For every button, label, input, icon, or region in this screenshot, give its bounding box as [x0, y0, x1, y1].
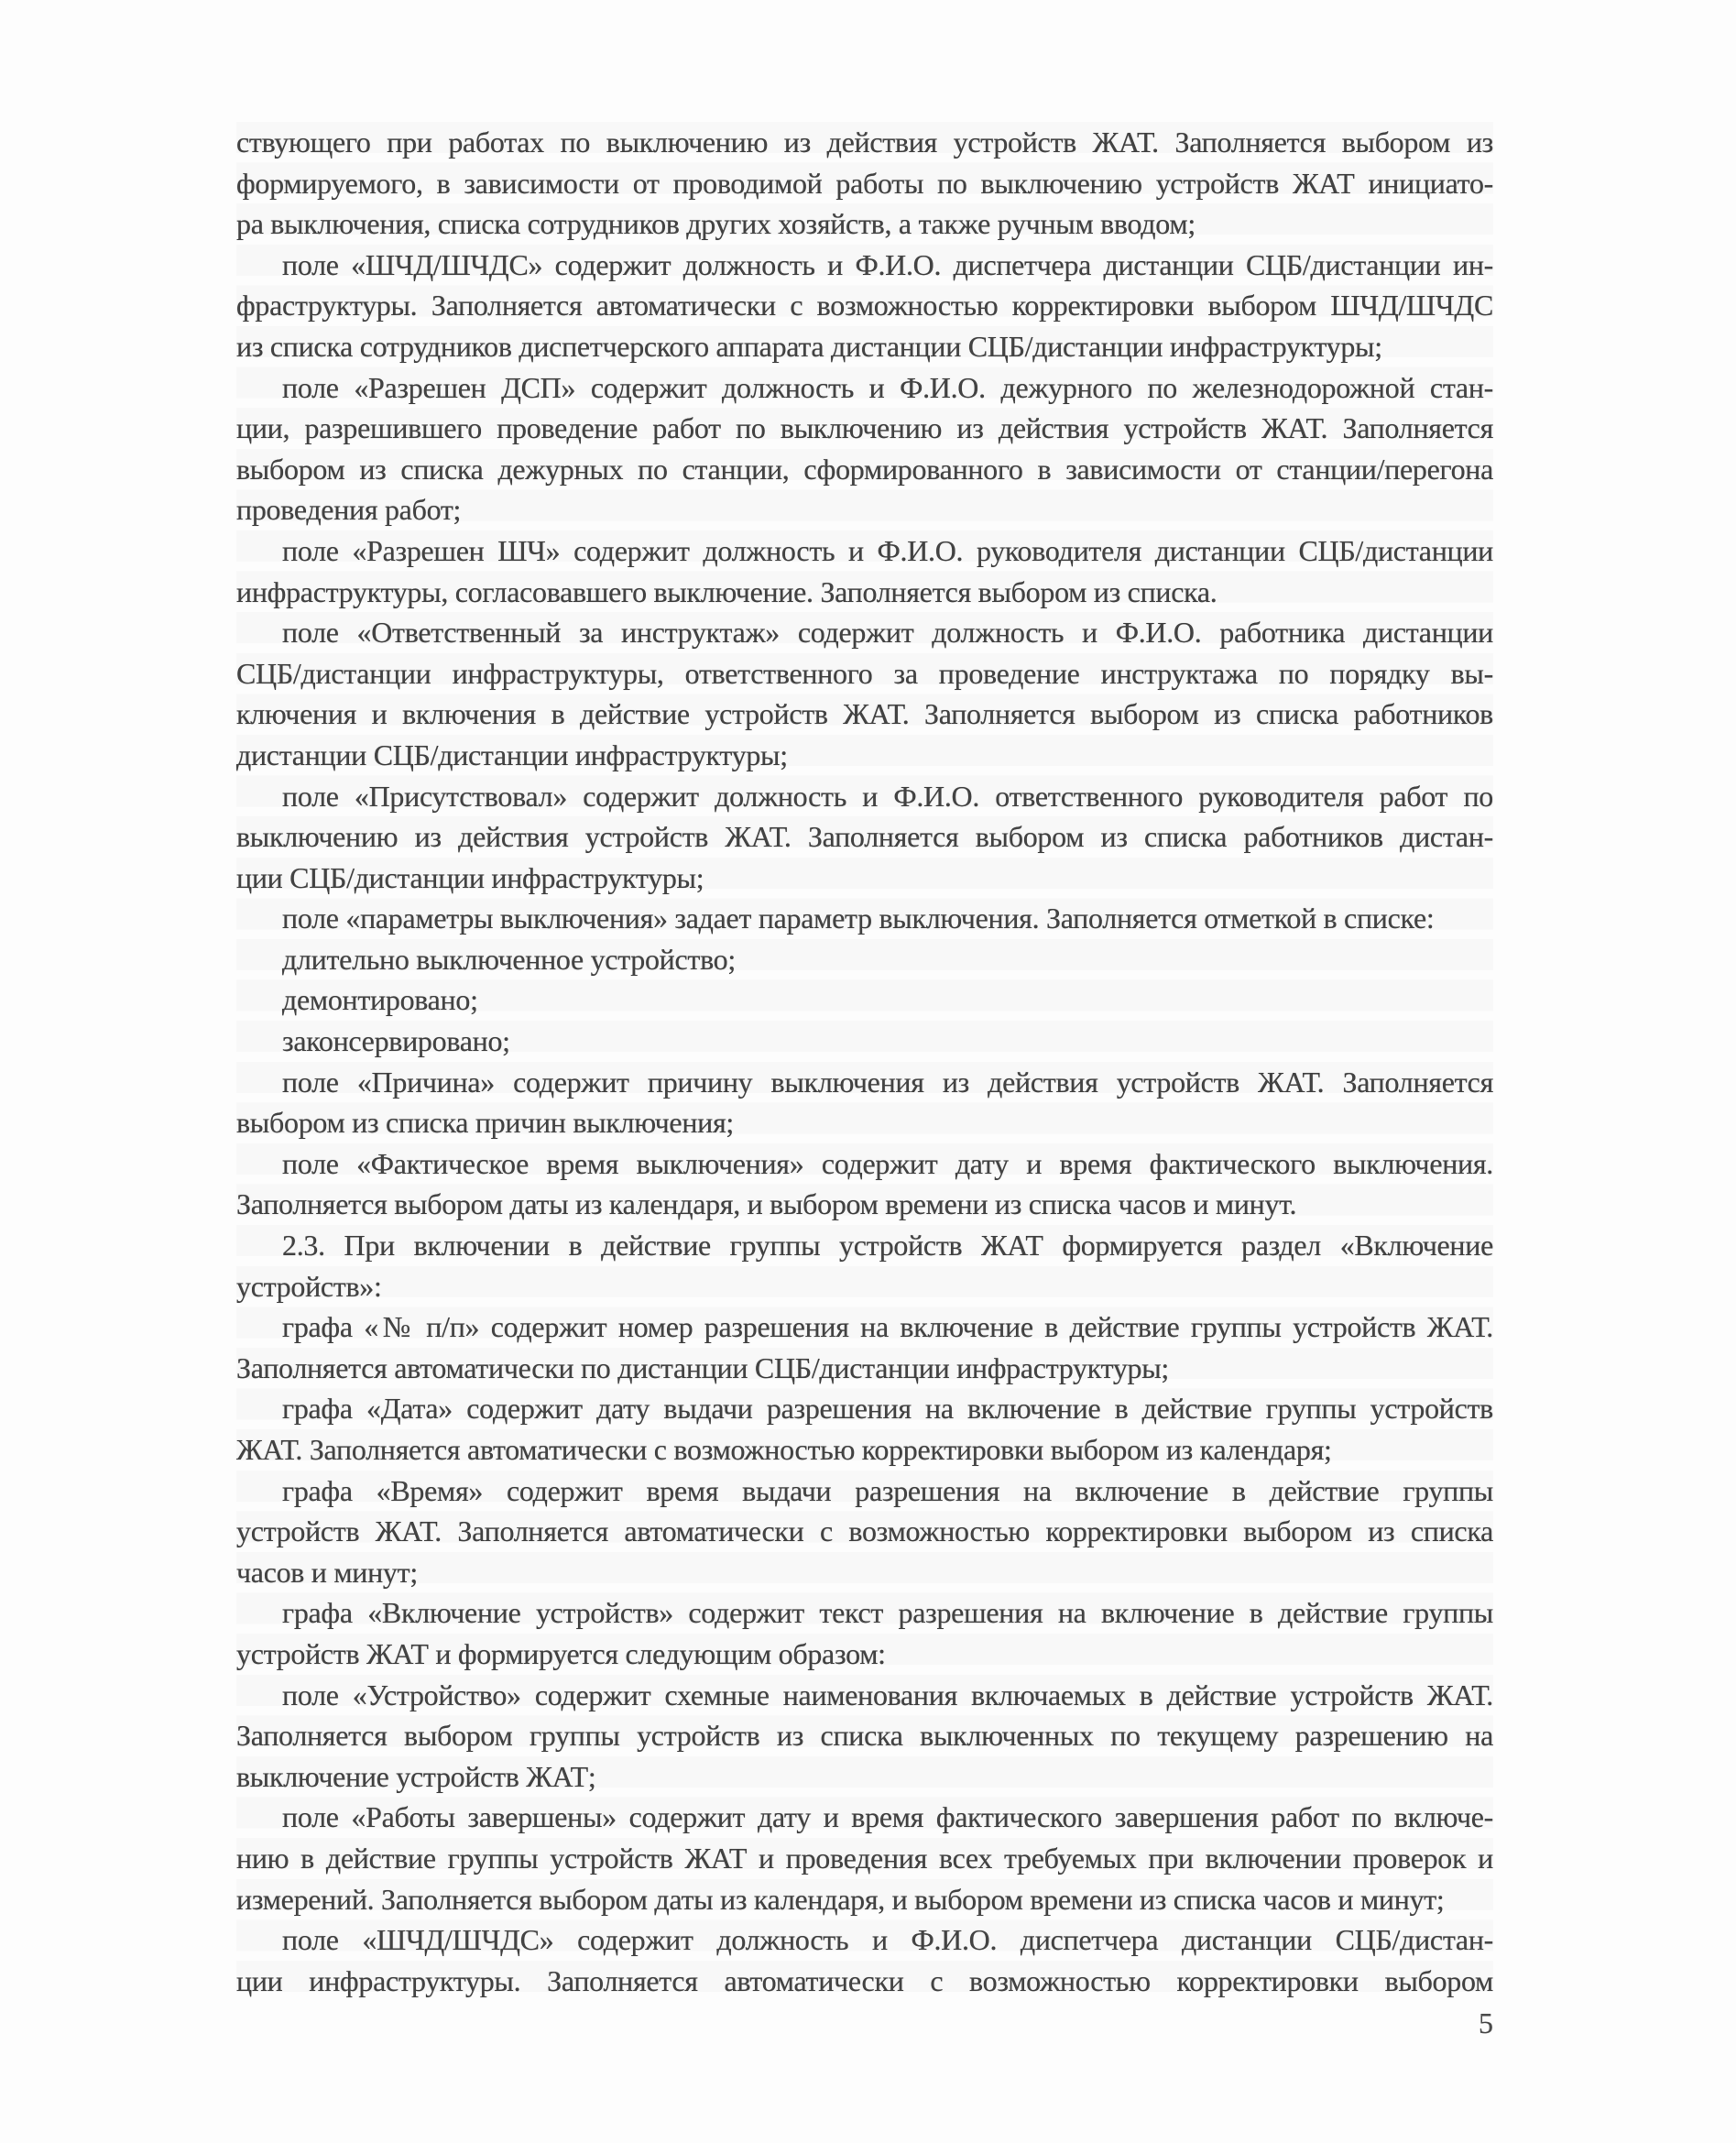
paragraph [236, 122, 1493, 245]
paragraph [236, 1225, 1493, 1307]
text-line: поле «Присутствовал» содержит должность и Ф.И.О. ответственного руководителя работ по [282, 779, 1493, 813]
text-line: длительно выключенное устройство; [282, 942, 736, 976]
text-line: выключение устройств ЖАТ; [236, 1759, 596, 1793]
paragraph [236, 1021, 1493, 1062]
text-line: законсервировано; [282, 1024, 510, 1058]
text-line: ЖАТ. Заполняется автоматически с возможностью корректировки выбором из календаря; [236, 1433, 1332, 1466]
text-line: ключения и включения в действие устройств ЖАТ. Заполняется выбором из списка работников [236, 697, 1493, 731]
text-line: измерений. Заполняется выбором даты из календаря, и выбором времени из списка часов и минут; [236, 1882, 1445, 1916]
text-line: дистанции СЦБ/дистанции инфраструктуры; [236, 738, 788, 771]
text-line: поле «ШЧД/ШЧДС» содержит должность и Ф.И.О. диспетчера дистанции СЦБ/дистанции ин- [282, 247, 1493, 281]
text-line: ствующего при работах по выключению из действия устройств ЖАТ. Заполняется выбором из [236, 126, 1493, 159]
text-line: поле «Разрешен ДСП» содержит должность и Ф.И.О. дежурного по железнодорожной стан- [282, 370, 1493, 404]
paragraph [236, 1919, 1493, 2001]
text-line: проведения работ; [236, 493, 462, 527]
text-line: СЦБ/дистанции инфраструктуры, ответственного за проведение инструктажа по порядку вы- [236, 656, 1493, 690]
page-number: 5 [1479, 2006, 1493, 2039]
paragraph [236, 1062, 1493, 1143]
paragraph [236, 939, 1493, 980]
text-line: выбором из списка дежурных по станции, сформированного в зависимости от станции/перегона [236, 452, 1493, 486]
paragraph [236, 1143, 1493, 1225]
text-line: графа «№ п/п» содержит номер разрешения на включение в действие группы устройств ЖАТ. [282, 1310, 1493, 1344]
text-line: Заполняется выбором группы устройств из списка выключенных по текущему разрешению на [236, 1719, 1493, 1753]
text-line: графа «Включение устройств» содержит текст разрешения на включение в действие группы [282, 1596, 1493, 1630]
document-text [236, 122, 1493, 2001]
text-line: поле «Работы завершены» содержит дату и время фактического завершения работ по включе- [282, 1800, 1493, 1834]
text-line: 2.3. При включении в действие группы устройств ЖАТ формируется раздел «Включение [282, 1229, 1493, 1263]
paragraph [236, 1675, 1493, 1798]
text-line: формируемого, в зависимости от проводимой работы по выключению устройств ЖАТ инициато- [236, 166, 1493, 200]
text-line: устройств ЖАТ и формируется следующим образом: [236, 1636, 886, 1670]
text-line: инфраструктуры, согласовавшего выключение. Заполняется выбором из списка. [236, 574, 1217, 608]
text-line: часов и минут; [236, 1555, 418, 1589]
paragraph [236, 612, 1493, 775]
paragraph [236, 1388, 1493, 1470]
paragraph [236, 530, 1493, 612]
text-line: устройств ЖАТ. Заполняется автоматически с возможностью корректировки выбором из списка [236, 1514, 1493, 1548]
text-line: устройств»: [236, 1269, 382, 1303]
text-line: ции, разрешившего проведение работ по выключению из действия устройств ЖАТ. Заполняется [236, 411, 1493, 445]
text-line: графа «Дата» содержит дату выдачи разрешения на включение в действие группы устройств [282, 1392, 1493, 1426]
paragraph [236, 1307, 1493, 1388]
paragraph [236, 367, 1493, 530]
paragraph [236, 776, 1493, 899]
paragraph [236, 245, 1493, 367]
text-line: поле «Причина» содержит причину выключения из действия устройств ЖАТ. Заполняется [282, 1065, 1493, 1099]
text-line: выбором из списка причин выключения; [236, 1106, 734, 1140]
text-line: ра выключения, списка сотрудников других хозяйств, а также ручным вводом; [236, 207, 1196, 241]
text-line: Заполняется автоматически по дистанции СЦБ/дистанции инфраструктуры; [236, 1350, 1170, 1384]
paragraph [236, 1592, 1493, 1674]
paragraph [236, 898, 1493, 939]
text-line: поле «Разрешен ШЧ» содержит должность и Ф.И.О. руководителя дистанции СЦБ/дистанции [282, 533, 1493, 567]
text-line: поле «ШЧД/ШЧДС» содержит должность и Ф.И.О. диспетчера дистанции СЦБ/дистан- [282, 1923, 1493, 1957]
text-line: Заполняется выбором даты из календаря, и выбором времени из списка часов и минут. [236, 1187, 1297, 1221]
text-line: ции инфраструктуры. Заполняется автоматически с возможностью корректировки выбором [236, 1963, 1493, 1997]
text-line: поле «Ответственный за инструктаж» содержит должность и Ф.И.О. работника дистанции [282, 616, 1493, 650]
text-line: поле «Фактическое время выключения» содержит дату и время фактического выключения. [282, 1146, 1493, 1180]
text-line: из списка сотрудников диспетчерского аппарата дистанции СЦБ/дистанции инфраструктуры; [236, 329, 1382, 363]
text-line: фраструктуры. Заполняется автоматически с возможностью корректировки выбором ШЧД/ШЧДС [236, 289, 1493, 323]
paragraph [236, 1471, 1493, 1593]
text-line: выключению из действия устройств ЖАТ. Заполняется выбором из списка работников дистан- [236, 820, 1493, 854]
paragraph [236, 979, 1493, 1021]
text-line: графа «Время» содержит время выдачи разрешения на включение в действие группы [282, 1473, 1493, 1507]
text-line: поле «параметры выключения» задает параметр выключения. Заполняется отметкой в списке: [282, 902, 1435, 935]
paragraph [236, 1797, 1493, 1919]
text-line: нию в действие группы устройств ЖАТ и проведения всех требуемых при включении проверок и [236, 1841, 1493, 1875]
text-line: поле «Устройство» содержит схемные наименования включаемых в действие устройств ЖАТ. [282, 1678, 1493, 1711]
text-line: демонтировано; [282, 983, 478, 1017]
text-line: ции СЦБ/дистанции инфраструктуры; [236, 860, 704, 894]
